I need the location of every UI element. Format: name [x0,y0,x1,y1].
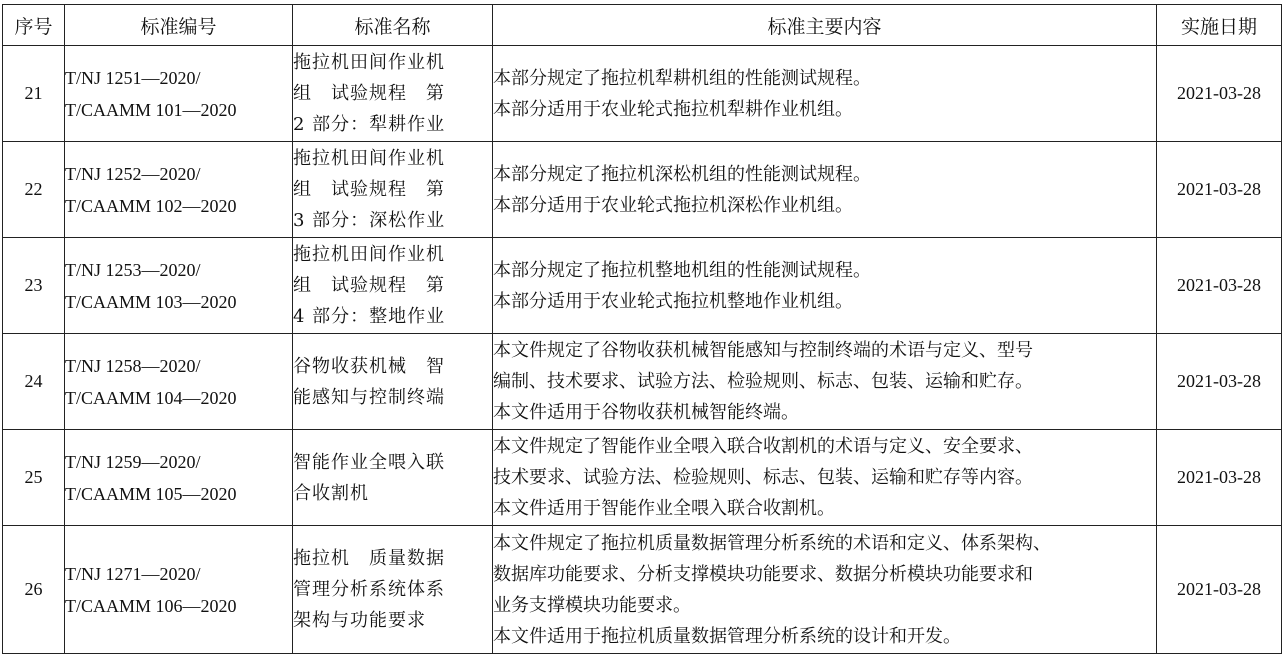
standard-name-line: 3 部分：深松作业 [293,210,446,231]
standard-name-cell [293,334,493,430]
implementation-date: 2021-03-28 [1157,46,1282,142]
standard-content-cell [493,142,1157,238]
header-name: 标准名称 [293,5,493,46]
standard-content-line: 本文件规定了智能作业全喂入联合收割机的术语与定义、安全要求、 [493,436,1033,457]
standard-name-line: 组 试验规程 第 [293,179,445,200]
standard-code-line: T/CAAMM 101—2020 [65,99,237,120]
standard-content-line: 本部分规定了拖拉机深松机组的性能测试规程。 [493,163,871,185]
standard-content-line: 本部分适用于农业轮式拖拉机整地作业机组。 [493,290,853,312]
standards-table [2,4,1282,654]
standard-code-line: T/CAAMM 104—2020 [65,387,237,408]
row-number: 26 [3,526,65,654]
table-body [3,46,1282,654]
standard-code-line: T/NJ 1259—2020/ [65,451,201,472]
implementation-date: 2021-03-28 [1157,430,1282,526]
table-row [3,142,1282,238]
row-number: 24 [3,334,65,430]
standard-content-line: 编制、技术要求、试验方法、检验规则、标志、包装、运输和贮存。 [493,371,1033,392]
header-row [3,5,1282,46]
standard-name-line: 智能作业全喂入联 [293,451,445,473]
standard-name-line: 4 部分：整地作业 [293,306,446,327]
standard-name-cell [293,526,493,654]
standard-content-cell [493,430,1157,526]
standard-code-cell [65,526,293,654]
standard-name-line: 拖拉机田间作业机 [293,244,445,265]
standard-code-line: T/NJ 1251—2020/ [65,67,201,88]
header-date: 实施日期 [1157,5,1282,46]
standard-name-line: 拖拉机 质量数据 [293,548,445,569]
standard-content-line: 本文件适用于智能作业全喂入联合收割机。 [493,498,835,519]
standard-content-cell [493,526,1157,654]
standard-content-line: 本部分适用于农业轮式拖拉机深松作业机组。 [493,194,853,216]
implementation-date: 2021-03-28 [1157,526,1282,654]
standard-code-cell [65,238,293,334]
standard-name-cell [293,46,493,142]
header-code: 标准编号 [65,5,293,46]
standard-code-line: T/CAAMM 106—2020 [65,595,237,616]
standard-name-line: 谷物收获机械 智 [293,355,445,377]
standard-content-line: 本部分规定了拖拉机犁耕机组的性能测试规程。 [493,67,871,89]
standard-name-line: 组 试验规程 第 [293,275,445,296]
standard-code-line: T/NJ 1252—2020/ [65,163,201,184]
standard-content-line: 本文件适用于拖拉机质量数据管理分析系统的设计和开发。 [493,625,961,647]
standard-name-line: 管理分析系统体系 [293,579,445,600]
implementation-date: 2021-03-28 [1157,238,1282,334]
row-number: 25 [3,430,65,526]
table-row [3,46,1282,142]
standard-code-line: T/NJ 1253—2020/ [65,259,201,280]
standard-name-cell [293,430,493,526]
standard-name-line: 2 部分：犁耕作业 [293,114,446,135]
standard-content-line: 数据库功能要求、分析支撑模块功能要求、数据分析模块功能要求和 [493,563,1033,585]
standard-code-cell [65,142,293,238]
table-row [3,238,1282,334]
standard-name-cell [293,142,493,238]
header-no: 序号 [3,5,65,46]
standard-name-line: 组 试验规程 第 [293,83,445,104]
standard-content-line: 本部分适用于农业轮式拖拉机犁耕作业机组。 [493,98,853,120]
standard-content-line: 本文件适用于谷物收获机械智能终端。 [493,402,799,423]
standard-content-cell [493,238,1157,334]
row-number: 23 [3,238,65,334]
standard-content-line: 技术要求、试验方法、检验规则、标志、包装、运输和贮存等内容。 [493,467,1033,488]
header-content: 标准主要内容 [493,5,1157,46]
standard-content-cell [493,334,1157,430]
standard-code-cell [65,334,293,430]
standard-code-cell [65,430,293,526]
standard-content-cell [493,46,1157,142]
table-row [3,334,1282,430]
table-row [3,430,1282,526]
implementation-date: 2021-03-28 [1157,334,1282,430]
standard-name-cell [293,238,493,334]
standard-code-line: T/CAAMM 105—2020 [65,483,237,504]
row-number: 21 [3,46,65,142]
standard-code-line: T/NJ 1258—2020/ [65,355,201,376]
table-row [3,526,1282,654]
standard-name-line: 能感知与控制终端 [293,386,445,408]
standard-content-line: 本文件规定了谷物收获机械智能感知与控制终端的术语与定义、型号 [493,340,1033,361]
standard-code-line: T/NJ 1271—2020/ [65,563,201,584]
standard-content-line: 业务支撑模块功能要求。 [493,594,691,616]
standard-name-line: 架构与功能要求 [293,610,426,631]
standard-code-line: T/CAAMM 102—2020 [65,195,237,216]
standard-content-line: 本文件规定了拖拉机质量数据管理分析系统的术语和定义、体系架构、 [493,532,1051,554]
standard-name-line: 拖拉机田间作业机 [293,148,445,169]
standard-name-line: 合收割机 [293,482,369,504]
row-number: 22 [3,142,65,238]
standard-name-line: 拖拉机田间作业机 [293,52,445,73]
implementation-date: 2021-03-28 [1157,142,1282,238]
standard-code-line: T/CAAMM 103—2020 [65,291,237,312]
standard-code-cell [65,46,293,142]
standard-content-line: 本部分规定了拖拉机整地机组的性能测试规程。 [493,259,871,281]
